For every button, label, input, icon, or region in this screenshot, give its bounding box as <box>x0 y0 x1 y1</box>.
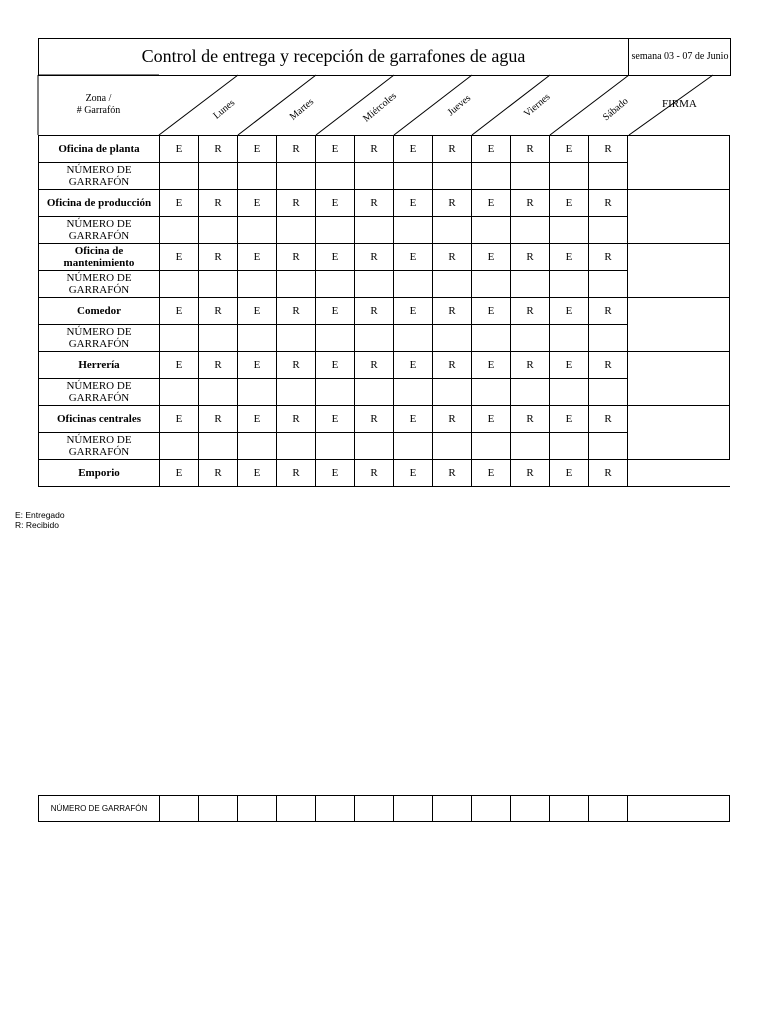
received-mark[interactable]: R <box>355 352 394 379</box>
number-cell[interactable] <box>550 271 589 298</box>
number-cell[interactable] <box>238 163 277 190</box>
delivered-mark[interactable]: E <box>316 244 355 271</box>
signature-cell[interactable] <box>628 406 730 460</box>
delivered-mark[interactable]: E <box>238 244 277 271</box>
delivered-mark[interactable]: E <box>316 460 355 487</box>
number-cell[interactable] <box>550 163 589 190</box>
delivered-mark[interactable]: E <box>160 244 199 271</box>
received-mark[interactable]: R <box>277 406 316 433</box>
number-row <box>39 163 730 190</box>
number-cell[interactable] <box>511 271 550 298</box>
zone-row <box>39 298 730 325</box>
number-row-label: NÚMERO DE GARRAFÓN <box>39 325 160 352</box>
legend-entregado: E: Entregado <box>15 510 65 520</box>
received-mark[interactable]: R <box>355 460 394 487</box>
number-cell[interactable] <box>160 379 199 406</box>
number-cell[interactable] <box>589 271 628 298</box>
day-label-lunes: Lunes <box>211 97 238 122</box>
received-mark[interactable]: R <box>433 352 472 379</box>
number-cell[interactable] <box>472 325 511 352</box>
number-cell[interactable] <box>550 325 589 352</box>
delivered-mark[interactable]: E <box>316 406 355 433</box>
number-cell[interactable] <box>511 217 550 244</box>
zone-row <box>39 352 730 379</box>
number-cell[interactable] <box>160 271 199 298</box>
received-mark[interactable]: R <box>511 190 550 217</box>
number-cell[interactable] <box>355 217 394 244</box>
number-cell[interactable] <box>277 379 316 406</box>
delivered-mark[interactable]: E <box>394 136 433 163</box>
received-mark[interactable]: R <box>433 190 472 217</box>
received-mark[interactable]: R <box>511 352 550 379</box>
number-cell[interactable] <box>394 163 433 190</box>
received-mark[interactable]: R <box>277 298 316 325</box>
zone-name: Herrería <box>39 352 160 379</box>
signature-cell[interactable] <box>628 244 730 298</box>
number-cell[interactable] <box>355 163 394 190</box>
delivered-mark[interactable]: E <box>472 406 511 433</box>
received-mark[interactable]: R <box>199 406 238 433</box>
number-cell[interactable] <box>433 271 472 298</box>
delivered-mark[interactable]: E <box>550 244 589 271</box>
number-cell[interactable] <box>511 163 550 190</box>
delivered-mark[interactable]: E <box>550 136 589 163</box>
delivered-mark[interactable]: E <box>472 460 511 487</box>
number-cell[interactable] <box>472 379 511 406</box>
received-mark[interactable]: R <box>355 298 394 325</box>
zone-row <box>39 406 730 433</box>
number-row-label: NÚMERO DE GARRAFÓN <box>39 433 160 460</box>
number-row <box>39 379 730 406</box>
number-cell[interactable] <box>472 217 511 244</box>
received-mark[interactable]: R <box>433 298 472 325</box>
number-cell[interactable] <box>589 379 628 406</box>
number-cell[interactable] <box>277 271 316 298</box>
received-mark[interactable]: R <box>589 136 628 163</box>
number-cell[interactable] <box>277 163 316 190</box>
delivery-grid <box>38 135 730 487</box>
delivered-mark[interactable]: E <box>316 136 355 163</box>
number-cell[interactable] <box>589 163 628 190</box>
number-cell[interactable] <box>238 379 277 406</box>
number-cell[interactable] <box>433 379 472 406</box>
number-cell[interactable] <box>316 217 355 244</box>
delivered-mark[interactable]: E <box>472 352 511 379</box>
received-mark[interactable]: R <box>433 136 472 163</box>
number-row-label: NÚMERO DE GARRAFÓN <box>39 217 160 244</box>
legend-recibido: R: Recibido <box>15 520 59 530</box>
received-mark[interactable]: R <box>511 244 550 271</box>
delivered-mark[interactable]: E <box>472 136 511 163</box>
number-cell[interactable] <box>550 217 589 244</box>
number-cell[interactable] <box>199 796 238 822</box>
number-cell[interactable] <box>316 163 355 190</box>
number-cell[interactable] <box>511 379 550 406</box>
received-mark[interactable]: R <box>277 460 316 487</box>
day-label-miercoles: Miércoles <box>361 90 399 125</box>
received-mark[interactable]: R <box>589 298 628 325</box>
received-mark[interactable]: R <box>199 244 238 271</box>
number-cell[interactable] <box>199 163 238 190</box>
delivered-mark[interactable]: E <box>238 406 277 433</box>
signature-cell[interactable] <box>628 190 730 244</box>
number-cell[interactable] <box>589 796 628 822</box>
received-mark[interactable]: R <box>511 460 550 487</box>
number-row <box>39 217 730 244</box>
number-cell[interactable] <box>394 325 433 352</box>
number-cell[interactable] <box>199 271 238 298</box>
received-mark[interactable]: R <box>277 244 316 271</box>
delivered-mark[interactable]: E <box>394 244 433 271</box>
day-label-martes: Martes <box>287 96 317 123</box>
zone-row <box>39 136 730 163</box>
delivered-mark[interactable]: E <box>550 352 589 379</box>
number-cell[interactable] <box>277 217 316 244</box>
number-cell[interactable] <box>472 796 511 822</box>
received-mark[interactable]: R <box>199 460 238 487</box>
number-cell[interactable] <box>277 796 316 822</box>
received-mark[interactable]: R <box>355 244 394 271</box>
number-cell[interactable] <box>199 217 238 244</box>
continuation-grid <box>38 795 730 822</box>
number-cell[interactable] <box>277 325 316 352</box>
received-mark[interactable]: R <box>277 190 316 217</box>
zone-column-header: Zona / # Garrafón <box>76 93 121 116</box>
delivered-mark[interactable]: E <box>160 190 199 217</box>
received-mark[interactable]: R <box>199 352 238 379</box>
received-mark[interactable]: R <box>433 460 472 487</box>
number-cell[interactable] <box>589 217 628 244</box>
number-cell[interactable] <box>394 217 433 244</box>
zone-name: Oficina de mantenimiento <box>39 244 160 271</box>
number-cell[interactable] <box>394 796 433 822</box>
number-cell[interactable] <box>511 325 550 352</box>
number-row-label: NÚMERO DE GARRAFÓN <box>39 379 160 406</box>
number-row <box>39 271 730 298</box>
signature-header: FIRMA <box>662 98 697 110</box>
number-cell[interactable] <box>433 163 472 190</box>
received-mark[interactable]: R <box>199 190 238 217</box>
received-mark[interactable]: R <box>277 352 316 379</box>
number-row-label: NÚMERO DE GARRAFÓN <box>39 271 160 298</box>
number-row <box>39 325 730 352</box>
number-cell[interactable] <box>238 325 277 352</box>
delivered-mark[interactable]: E <box>472 298 511 325</box>
number-cell[interactable] <box>433 433 472 460</box>
number-cell[interactable] <box>160 796 199 822</box>
received-mark[interactable]: R <box>589 352 628 379</box>
delivered-mark[interactable]: E <box>550 406 589 433</box>
received-mark[interactable]: R <box>589 460 628 487</box>
week-label: semana 03 - 07 de Junio <box>631 51 729 62</box>
delivered-mark[interactable]: E <box>316 352 355 379</box>
delivered-mark[interactable]: E <box>238 460 277 487</box>
zone-row <box>39 190 730 217</box>
signature-cell[interactable] <box>628 298 730 352</box>
number-cell[interactable] <box>355 379 394 406</box>
number-cell[interactable] <box>316 379 355 406</box>
received-mark[interactable]: R <box>589 244 628 271</box>
number-cell[interactable] <box>433 796 472 822</box>
received-mark[interactable]: R <box>433 406 472 433</box>
zone-name: Comedor <box>39 298 160 325</box>
delivered-mark[interactable]: E <box>550 298 589 325</box>
number-cell[interactable] <box>238 796 277 822</box>
number-cell[interactable] <box>550 433 589 460</box>
zone-row <box>39 460 730 487</box>
signature-cell[interactable] <box>628 460 730 487</box>
number-cell[interactable] <box>394 271 433 298</box>
received-mark[interactable]: R <box>355 136 394 163</box>
number-cell[interactable] <box>394 379 433 406</box>
number-row-label: NÚMERO DE GARRAFÓN <box>39 796 160 822</box>
delivered-mark[interactable]: E <box>238 190 277 217</box>
number-cell[interactable] <box>160 325 199 352</box>
delivered-mark[interactable]: E <box>160 352 199 379</box>
zone-name: Oficina de producción <box>39 190 160 217</box>
received-mark[interactable]: R <box>277 136 316 163</box>
received-mark[interactable]: R <box>355 190 394 217</box>
number-cell[interactable] <box>394 433 433 460</box>
delivered-mark[interactable]: E <box>160 136 199 163</box>
number-cell[interactable] <box>472 433 511 460</box>
received-mark[interactable]: R <box>199 298 238 325</box>
zone-row <box>39 244 730 271</box>
number-cell[interactable] <box>238 433 277 460</box>
received-mark[interactable]: R <box>355 406 394 433</box>
delivered-mark[interactable]: E <box>238 298 277 325</box>
form-title: Control de entrega y recepción de garrafones de agua <box>141 46 526 66</box>
number-cell[interactable] <box>238 271 277 298</box>
day-label-sabado: Sábado <box>600 95 631 124</box>
received-mark[interactable]: R <box>511 298 550 325</box>
number-cell[interactable] <box>316 325 355 352</box>
number-row <box>39 796 730 822</box>
number-cell[interactable] <box>199 325 238 352</box>
delivered-mark[interactable]: E <box>394 190 433 217</box>
number-cell[interactable] <box>160 163 199 190</box>
received-mark[interactable]: R <box>199 136 238 163</box>
delivered-mark[interactable]: E <box>160 298 199 325</box>
number-cell[interactable] <box>199 433 238 460</box>
number-cell[interactable] <box>277 433 316 460</box>
number-cell[interactable] <box>238 217 277 244</box>
delivered-mark[interactable]: E <box>394 352 433 379</box>
number-cell[interactable] <box>355 325 394 352</box>
day-label-viernes: Viernes <box>522 91 553 120</box>
delivered-mark[interactable]: E <box>316 190 355 217</box>
number-row-label: NÚMERO DE GARRAFÓN <box>39 163 160 190</box>
day-label-jueves: Jueves <box>445 92 474 119</box>
signature-cell[interactable] <box>628 796 730 822</box>
delivered-mark[interactable]: E <box>238 352 277 379</box>
received-mark[interactable]: R <box>589 406 628 433</box>
received-mark[interactable]: R <box>511 406 550 433</box>
delivered-mark[interactable]: E <box>394 460 433 487</box>
number-cell[interactable] <box>550 796 589 822</box>
signature-cell[interactable] <box>628 136 730 190</box>
number-cell[interactable] <box>316 433 355 460</box>
signature-cell[interactable] <box>628 352 730 406</box>
delivered-mark[interactable]: E <box>238 136 277 163</box>
number-cell[interactable] <box>355 796 394 822</box>
zone-name: Emporio <box>39 460 160 487</box>
zone-name: Oficina de planta <box>39 136 160 163</box>
delivered-mark[interactable]: E <box>394 298 433 325</box>
number-cell[interactable] <box>316 796 355 822</box>
legend <box>15 510 65 530</box>
received-mark[interactable]: R <box>433 244 472 271</box>
delivered-mark[interactable]: E <box>316 298 355 325</box>
delivered-mark[interactable]: E <box>160 406 199 433</box>
number-cell[interactable] <box>433 325 472 352</box>
delivered-mark[interactable]: E <box>472 190 511 217</box>
number-cell[interactable] <box>589 433 628 460</box>
number-cell[interactable] <box>589 325 628 352</box>
received-mark[interactable]: R <box>511 136 550 163</box>
received-mark[interactable]: R <box>589 190 628 217</box>
number-cell[interactable] <box>433 217 472 244</box>
number-cell[interactable] <box>160 433 199 460</box>
number-cell[interactable] <box>199 379 238 406</box>
number-cell[interactable] <box>550 379 589 406</box>
delivered-mark[interactable]: E <box>160 460 199 487</box>
number-cell[interactable] <box>511 796 550 822</box>
delivered-mark[interactable]: E <box>550 190 589 217</box>
number-cell[interactable] <box>472 163 511 190</box>
number-cell[interactable] <box>316 271 355 298</box>
number-row <box>39 433 730 460</box>
number-cell[interactable] <box>472 271 511 298</box>
delivered-mark[interactable]: E <box>472 244 511 271</box>
zone-name: Oficinas centrales <box>39 406 160 433</box>
number-cell[interactable] <box>511 433 550 460</box>
number-cell[interactable] <box>355 433 394 460</box>
number-cell[interactable] <box>160 217 199 244</box>
delivered-mark[interactable]: E <box>550 460 589 487</box>
number-cell[interactable] <box>355 271 394 298</box>
delivered-mark[interactable]: E <box>394 406 433 433</box>
